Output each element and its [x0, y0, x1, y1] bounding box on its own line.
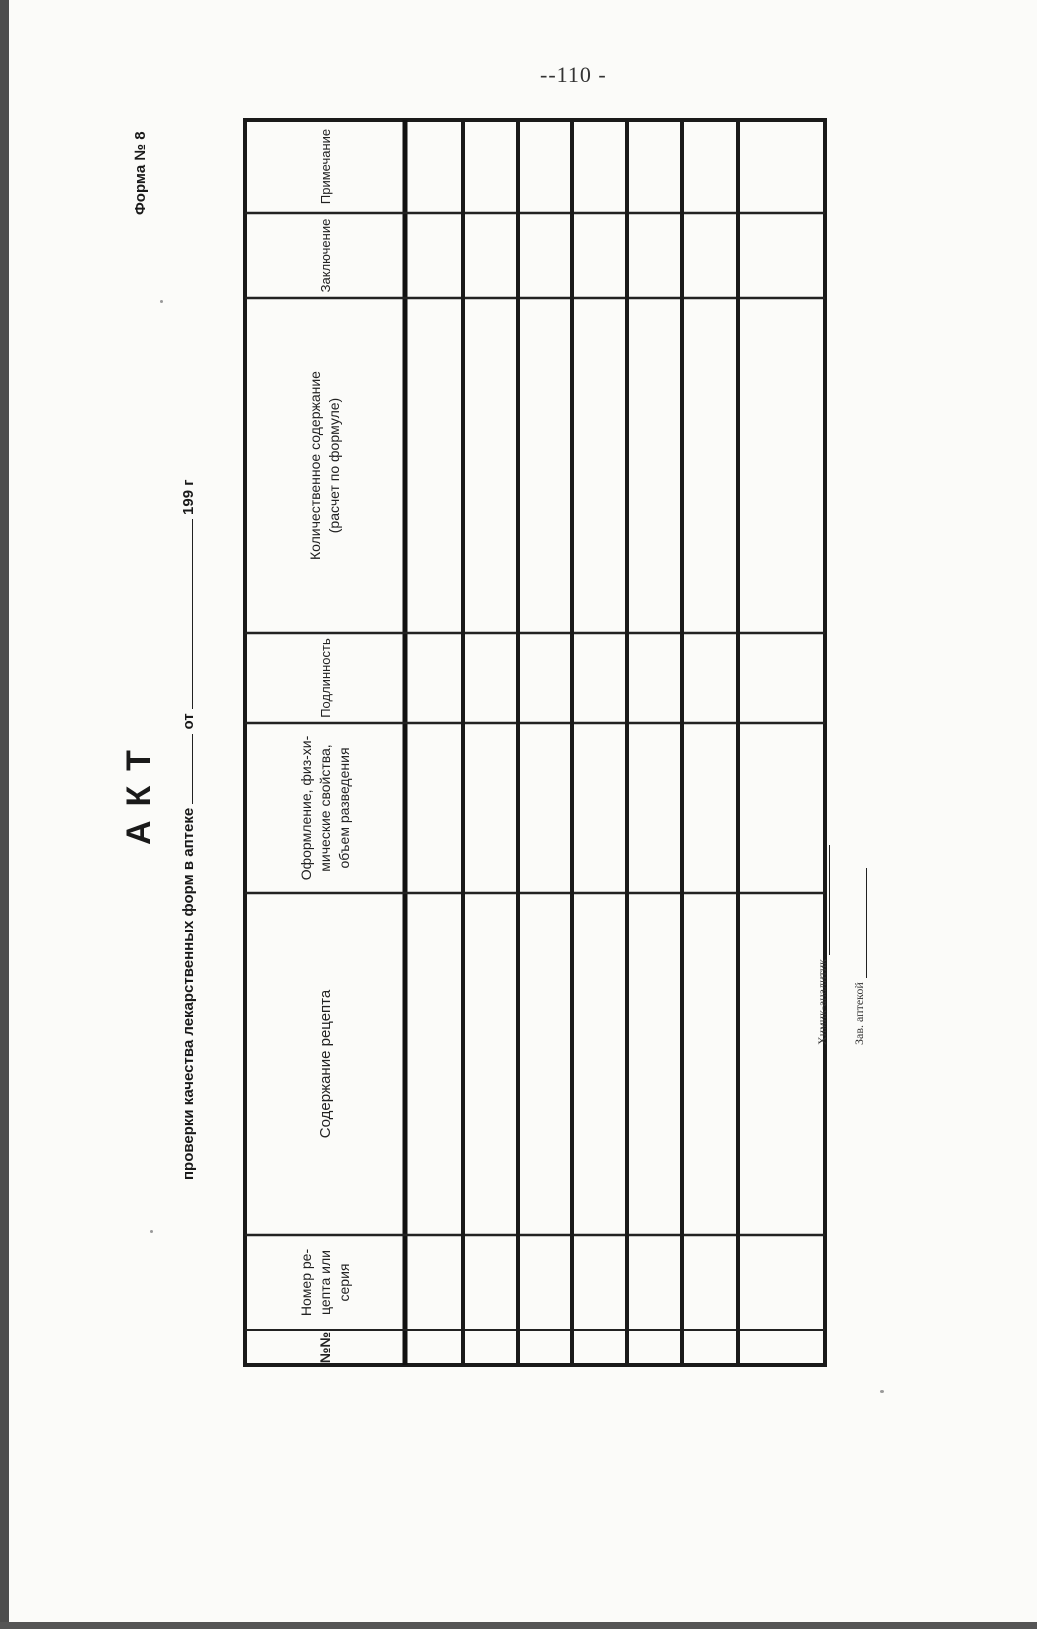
subtitle-year: 199 г: [180, 479, 197, 515]
col-header-authenticity: Подлинность: [317, 638, 333, 718]
col-header-line: Количественное содержание: [307, 371, 323, 560]
signature-chemist: [815, 845, 830, 1045]
act-title: АКТ: [120, 736, 158, 845]
signature-blank: [829, 845, 830, 955]
blank-date: [192, 519, 193, 709]
col-header-recipe-number: [245, 1235, 405, 1330]
signature-label: Зав. аптекой: [852, 982, 866, 1045]
col-header-line: цепта или: [316, 1250, 333, 1315]
act-form-sheet: [110, 105, 870, 1445]
act-subtitle: [180, 480, 197, 1180]
col-header-line: Номер ре-: [297, 1248, 314, 1317]
col-header-recipe-content: Содержание рецепта: [316, 989, 334, 1139]
col-header-line: мические свойства, объем разведения: [316, 744, 352, 872]
signature-head: [852, 845, 867, 1045]
page-number: --110 -: [540, 62, 607, 87]
signature-blank: [866, 868, 867, 978]
col-header-number: №№: [316, 1331, 333, 1364]
scan-left-edge: [0, 0, 9, 1629]
col-header-conclusion: Заключение: [317, 218, 333, 293]
subtitle-connector: от: [180, 713, 197, 730]
signatures: [815, 845, 889, 1045]
table-grid: [110, 105, 870, 1445]
col-header-line: серия: [335, 1263, 352, 1302]
col-header-appearance: [245, 723, 405, 893]
scan-bottom-edge: [0, 1622, 1037, 1629]
subtitle-prefix: проверки качества лекарственных форм в аптеке: [180, 807, 197, 1180]
col-header-note: Примечание: [317, 128, 333, 205]
col-header-line: (расчет по формуле): [326, 397, 342, 534]
signature-label: Химик-аналитик: [815, 958, 829, 1045]
form-number: Форма № 8: [132, 131, 149, 215]
blank-day: [192, 734, 193, 804]
col-header-quantitative: [245, 298, 405, 633]
scan-speck: [880, 1390, 884, 1393]
col-header-line: Оформление, физ-хи-: [297, 735, 314, 881]
